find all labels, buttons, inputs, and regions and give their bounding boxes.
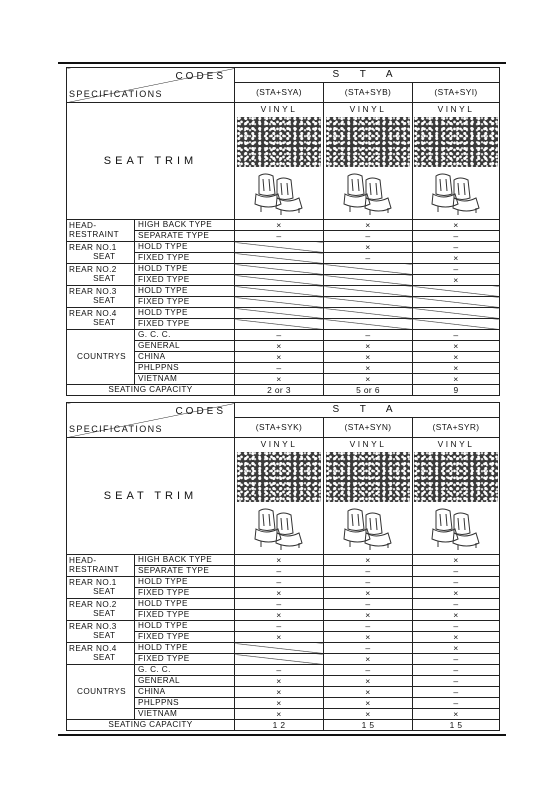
option-label: HOLD TYPE (135, 264, 235, 275)
option-value: – (413, 654, 500, 665)
option-value: – (235, 665, 324, 676)
option-value: × (324, 555, 413, 566)
option-label: VIETNAM (135, 709, 235, 720)
codes-label: CODES (175, 71, 226, 82)
option-value: × (324, 352, 413, 363)
spec-row (67, 330, 500, 341)
option-value: × (235, 676, 324, 687)
option-value: × (413, 352, 500, 363)
option-value: × (235, 588, 324, 599)
option-value: – (235, 577, 324, 588)
not-applicable-cell (235, 319, 324, 330)
option-value: × (235, 341, 324, 352)
spec-table (66, 67, 500, 396)
model-code: (STA+SYN) (324, 417, 413, 437)
not-applicable-cell (324, 319, 413, 330)
option-value: – (324, 599, 413, 610)
material-label: VINYL (437, 104, 475, 114)
option-label: FIXED TYPE (135, 632, 235, 643)
option-label: CHINA (135, 352, 235, 363)
option-value: × (235, 374, 324, 385)
group-label: REAR NO.4 SEAT (67, 643, 135, 665)
option-value: × (324, 220, 413, 231)
option-label: GENERAL (135, 341, 235, 352)
group-label: HEAD- RESTRAINT (67, 220, 135, 242)
option-value: × (324, 610, 413, 621)
option-value: – (324, 566, 413, 577)
option-value: × (324, 242, 413, 253)
option-value: × (324, 632, 413, 643)
option-label: FIXED TYPE (135, 275, 235, 286)
seat-trim-cell (324, 103, 413, 220)
option-value: × (235, 220, 324, 231)
option-label: FIXED TYPE (135, 610, 235, 621)
option-value: – (324, 330, 413, 341)
seat-illustration-icon (428, 505, 484, 551)
option-label: CHINA (135, 687, 235, 698)
option-value: – (413, 621, 500, 632)
not-applicable-cell (235, 308, 324, 319)
seat-illustration-icon (251, 170, 307, 216)
option-value: – (235, 621, 324, 632)
seating-capacity-label: SEATING CAPACITY (67, 385, 235, 396)
material-label: VINYL (437, 439, 475, 449)
fabric-swatch (414, 117, 498, 167)
option-value: × (235, 352, 324, 363)
not-applicable-cell (235, 654, 324, 665)
option-value: × (413, 588, 500, 599)
group-label: REAR NO.3 SEAT (67, 621, 135, 643)
fabric-swatch (237, 452, 321, 502)
option-value: – (324, 621, 413, 632)
option-value: × (413, 363, 500, 374)
option-value: – (413, 687, 500, 698)
option-label: G. C. C. (135, 665, 235, 676)
option-value: – (413, 665, 500, 676)
option-label: HIGH BACK TYPE (135, 555, 235, 566)
seat-illustration-icon (251, 505, 307, 551)
option-value: × (235, 709, 324, 720)
option-value: × (235, 698, 324, 709)
seating-capacity-value: 5 or 6 (324, 385, 413, 396)
not-applicable-cell (235, 643, 324, 654)
not-applicable-cell (235, 264, 324, 275)
option-value: – (413, 599, 500, 610)
option-value: × (324, 588, 413, 599)
option-value: – (324, 253, 413, 264)
spec-table (66, 402, 500, 731)
not-applicable-cell (324, 275, 413, 286)
option-value: – (413, 676, 500, 687)
seat-trim-cell (235, 438, 324, 555)
option-value: × (413, 374, 500, 385)
option-value: × (413, 610, 500, 621)
group-label: REAR NO.1 SEAT (67, 577, 135, 599)
option-value: × (413, 555, 500, 566)
specifications-label: SPECIFICATIONS (69, 424, 163, 434)
not-applicable-cell (324, 264, 413, 275)
option-value: – (324, 665, 413, 676)
spec-row (67, 264, 500, 275)
seating-capacity-label: SEATING CAPACITY (67, 720, 235, 731)
option-value: – (413, 264, 500, 275)
option-label: FIXED TYPE (135, 253, 235, 264)
spec-row (67, 577, 500, 588)
option-label: HOLD TYPE (135, 621, 235, 632)
group-label: COUNTRYS (67, 330, 135, 385)
option-value: × (324, 687, 413, 698)
option-value: × (235, 610, 324, 621)
option-value: – (413, 242, 500, 253)
option-value: × (324, 698, 413, 709)
option-value: – (413, 231, 500, 242)
option-value: × (413, 709, 500, 720)
option-label: SEPARATE TYPE (135, 231, 235, 242)
not-applicable-cell (413, 319, 500, 330)
spec-row (67, 242, 500, 253)
option-value: × (235, 555, 324, 566)
option-label: HOLD TYPE (135, 577, 235, 588)
option-value: – (413, 577, 500, 588)
not-applicable-cell (413, 297, 500, 308)
option-label: HIGH BACK TYPE (135, 220, 235, 231)
model-code: (STA+SYK) (235, 417, 324, 437)
option-label: PHLPPNS (135, 363, 235, 374)
option-label: FIXED TYPE (135, 319, 235, 330)
option-value: × (413, 220, 500, 231)
spec-row (67, 220, 500, 231)
option-value: – (413, 566, 500, 577)
option-value: × (324, 363, 413, 374)
seating-capacity-value: 1 5 (413, 720, 500, 731)
option-value: – (324, 231, 413, 242)
seating-capacity-value: 1 2 (235, 720, 324, 731)
bottom-rule (58, 734, 506, 736)
option-value: × (413, 275, 500, 286)
group-label: HEAD- RESTRAINT (67, 555, 135, 577)
fabric-swatch (237, 117, 321, 167)
option-value: – (413, 330, 500, 341)
material-label: VINYL (349, 439, 387, 449)
spec-row (67, 555, 500, 566)
material-label: VINYL (349, 104, 387, 114)
option-label: FIXED TYPE (135, 588, 235, 599)
spec-row (67, 286, 500, 297)
option-value: – (235, 599, 324, 610)
spec-row (67, 665, 500, 676)
not-applicable-cell (235, 286, 324, 297)
material-label: VINYL (260, 104, 298, 114)
seating-capacity-value: 9 (413, 385, 500, 396)
option-value: – (235, 330, 324, 341)
not-applicable-cell (324, 297, 413, 308)
spec-row (67, 308, 500, 319)
fabric-swatch (326, 452, 410, 502)
option-value: × (413, 341, 500, 352)
spec-row (67, 621, 500, 632)
option-value: × (413, 632, 500, 643)
not-applicable-cell (235, 297, 324, 308)
group-label: REAR NO.4 SEAT (67, 308, 135, 330)
seat-trim-label: SEAT TRIM (67, 438, 235, 555)
option-value: × (324, 654, 413, 665)
codes-spec-header (67, 403, 235, 438)
group-label: REAR NO.2 SEAT (67, 264, 135, 286)
model-code: (STA+SYB) (324, 82, 413, 102)
option-value: – (235, 231, 324, 242)
seat-trim-cell (324, 438, 413, 555)
option-value: – (324, 577, 413, 588)
option-label: HOLD TYPE (135, 599, 235, 610)
seat-trim-label: SEAT TRIM (67, 103, 235, 220)
not-applicable-cell (235, 275, 324, 286)
option-label: SEPARATE TYPE (135, 566, 235, 577)
seat-illustration-icon (428, 170, 484, 216)
option-value: × (324, 374, 413, 385)
group-code: S T A (235, 403, 500, 418)
seat-trim-cell (413, 103, 500, 220)
codes-spec-header (67, 68, 235, 103)
top-rule (58, 62, 506, 64)
option-value: × (324, 709, 413, 720)
not-applicable-cell (413, 308, 500, 319)
option-label: VIETNAM (135, 374, 235, 385)
material-label: VINYL (260, 439, 298, 449)
seating-capacity-value: 1 5 (324, 720, 413, 731)
option-value: × (413, 643, 500, 654)
option-label: HOLD TYPE (135, 242, 235, 253)
seat-trim-cell (235, 103, 324, 220)
group-code: S T A (235, 68, 500, 83)
codes-label: CODES (175, 406, 226, 417)
option-value: × (235, 632, 324, 643)
seating-capacity-value: 2 or 3 (235, 385, 324, 396)
seat-illustration-icon (340, 505, 396, 551)
not-applicable-cell (324, 286, 413, 297)
spec-row (67, 599, 500, 610)
group-label: REAR NO.2 SEAT (67, 599, 135, 621)
model-code: (STA+SYA) (235, 82, 324, 102)
option-value: × (235, 687, 324, 698)
option-label: GENERAL (135, 676, 235, 687)
specifications-label: SPECIFICATIONS (69, 89, 163, 99)
option-label: FIXED TYPE (135, 297, 235, 308)
option-value: – (413, 698, 500, 709)
option-label: HOLD TYPE (135, 286, 235, 297)
fabric-swatch (414, 452, 498, 502)
option-value: – (324, 643, 413, 654)
not-applicable-cell (235, 242, 324, 253)
group-label: REAR NO.1 SEAT (67, 242, 135, 264)
option-label: HOLD TYPE (135, 308, 235, 319)
not-applicable-cell (235, 253, 324, 264)
not-applicable-cell (413, 286, 500, 297)
option-value: × (324, 341, 413, 352)
seat-illustration-icon (340, 170, 396, 216)
model-code: (STA+SYI) (413, 82, 500, 102)
option-value: × (413, 253, 500, 264)
seat-trim-cell (413, 438, 500, 555)
spec-row (67, 643, 500, 654)
option-label: HOLD TYPE (135, 643, 235, 654)
option-value: – (235, 566, 324, 577)
fabric-swatch (326, 117, 410, 167)
model-code: (STA+SYR) (413, 417, 500, 437)
group-label: REAR NO.3 SEAT (67, 286, 135, 308)
option-label: PHLPPNS (135, 698, 235, 709)
group-label: COUNTRYS (67, 665, 135, 720)
option-value: – (235, 363, 324, 374)
not-applicable-cell (324, 308, 413, 319)
option-label: G. C. C. (135, 330, 235, 341)
option-value: × (324, 676, 413, 687)
option-label: FIXED TYPE (135, 654, 235, 665)
